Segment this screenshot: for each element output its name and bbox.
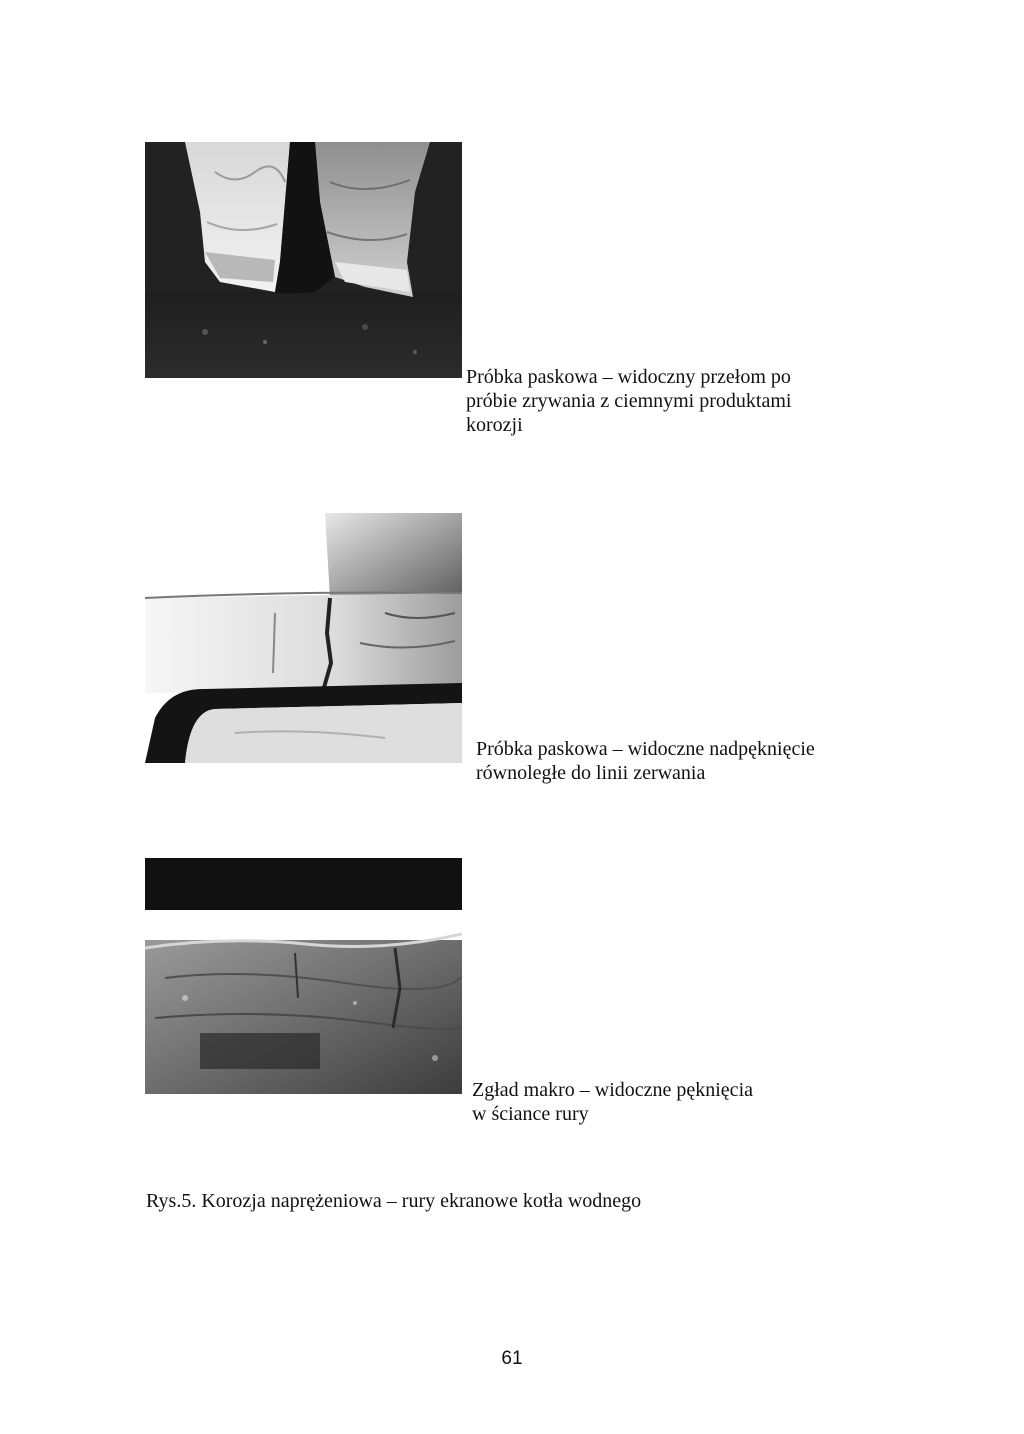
page-number: 61 bbox=[501, 1348, 523, 1369]
photo-strip-crack bbox=[145, 513, 462, 763]
photo-strip-crack-image bbox=[145, 513, 462, 763]
figure-caption-strip-fracture: Próbka paskowa – widoczny przełom po próbie zrywania z ciemnymi produktami korozji bbox=[466, 366, 792, 436]
figure-title: Rys.5. Korozja naprężeniowa – rury ekranowe kotła wodnego bbox=[146, 1190, 642, 1212]
figure-caption-strip-crack: Próbka paskowa – widoczne nadpęknięcie równoległe do linii zerwania bbox=[476, 738, 815, 784]
photo-strip-fracture-image bbox=[145, 142, 462, 378]
photo-macro-section-image bbox=[145, 858, 462, 1094]
photo-macro-section bbox=[145, 858, 462, 1094]
photo-strip-fracture bbox=[145, 142, 462, 378]
figure-caption-macro-section: Zgład makro – widoczne pęknięcia w ściance rury bbox=[472, 1079, 753, 1125]
